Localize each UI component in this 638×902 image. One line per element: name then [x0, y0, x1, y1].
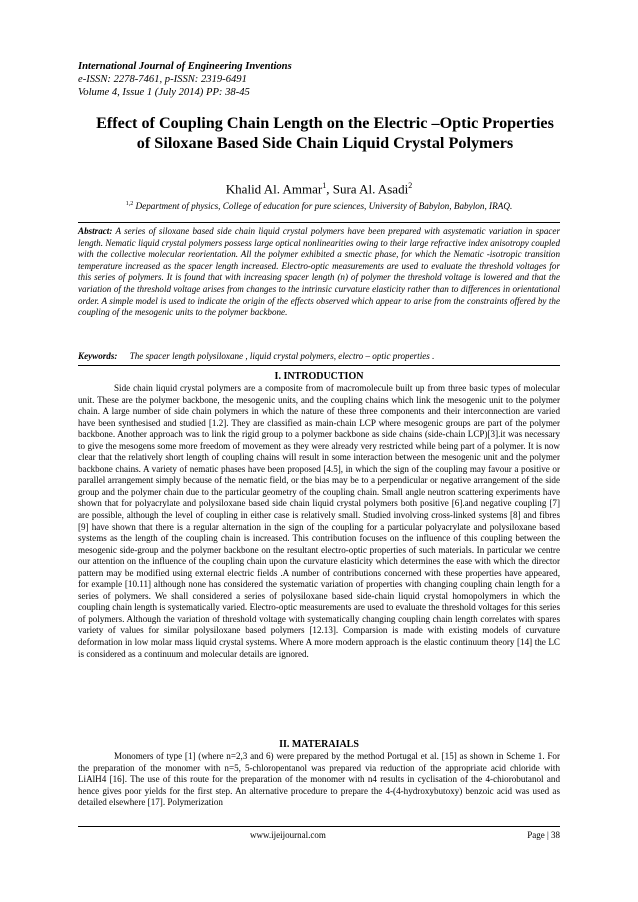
affiliation	[78, 201, 560, 211]
section-heading-materials: II. MATERAIALS	[279, 739, 359, 750]
journal-issn: e-ISSN: 2278-7461, p-ISSN: 2319-6491	[78, 74, 247, 85]
affiliation-marker: 1,2	[125, 201, 134, 207]
footer-url: www.ijeijournal.com	[250, 830, 326, 840]
materials-paragraph: Monomers of type [1] (where n=2,3 and 6) were prepared by the method Portugal et al. [15] as shown in Scheme 1. For the preparation of the monomer with n=5, 5-chloropentanol was prepared via reduction of the appropriate acid chloride with LiAlH4 [16]. The use of this route for the preparation of the monomer with n4 results in cyclisation of the 4-chiorobutanol and hence gives poor yields for the first step. An alternative procedure to prepare the 4-(4-hydroxybutoxy) benzoic acid was used as detailed elsewhere [17]. Polymerization	[78, 751, 560, 808]
keywords-label: Keywords:	[78, 351, 118, 361]
keywords	[78, 351, 560, 361]
section-heading-introduction: I. INTRODUCTION	[274, 371, 364, 382]
journal-header	[78, 60, 292, 99]
introduction-paragraph: Side chain liquid crystal polymers are a composite from of macromolecule built up from three basic types of molecular unit. These are the polymer backbone, the mesogenic units, and the coupling chains which link the mesogenic unit to the polymer chain. A large number of side chain polymers in which the nature of these three components and their interconnection are varied have been synthesised and studied [1.2]. They are classified as main-chain LCP where mesogenic groups are part of the polymer backbone. Another approach was to link the rigid group to a polymer backbone as side chains (side-chain LCP)[3].it was necessary to give the mesogens some more freedom of movement as they were already very restricted while being part of a polymer. It is now clear that the relatively short length of coupling chains will result in some interaction between the mesogenic unit and the polymer backbone chains. A variety of nematic phases have been proposed [4.5], in which the sign of the coupling may favour a positive or parallel arrangement simply because of the nematic field, or the bias may be to a perpendicular or negative arrangement of the side group and the polymer chain due to the particular geometry of the coupling chain. Small angle neutron scattering experiments have shown that for polyacrylate and polysiloxane based side chain liquid crystal polymers both positive [6].and negative coupling [7] are possible, although the level of coupling in either case is relatively small. Studied involving cross-linked systems [8] and fibres [9] have shown that there is a regular alternation in the sign of the coupling for a particular polyacrylate and polysiloxane based systems as the length of the coupling chain is increased. This contribution focuses on the influence of this coupling between the mesogenic side-group and the polymer backbone on the resultant electro-optic properties of such materials. In particular we centre our attention on the influence of the coupling chain upon the curvature elasticity which determines the ease with which the director pattern may be modified using external electric fields .A number of contributions concerned with these properties have appeared, for example [10.11] although none has considered the systematic variation of properties with changing coupling chain length for a series of polymers. We shall considered a series of polysiloxane based side-chain liquid crystal homopolymers in which the coupling chain length is systematically varied. Electro-optic measurements are used to evaluate the threshold voltages for this series of polymers. Although the variation of threshold voltage with systematically changing coupling chain length correlates with spares variety of values for similar polysiloxane based polymers [12.13]. Comparsion is made with existing models of curvature deformation in low molar mass liquid crystal systems. Where A more modern approach is the elastic continuum theory [14] the LC is considered as a continuum and molecular details are ignored.	[78, 383, 560, 659]
page-number: Page | 38	[527, 830, 560, 840]
author-name: Khalid Al. Ammar	[225, 181, 323, 197]
introduction-body	[78, 383, 560, 660]
paper-title: Effect of Coupling Chain Length on the Electric –Optic Properties of Siloxane Based Side Chain Liquid Crystal Polymers	[96, 114, 554, 152]
footer-rule	[78, 826, 560, 827]
abstract-bottom-rule	[78, 365, 560, 366]
abstract-label: Abstract:	[78, 226, 113, 236]
materials-body	[78, 751, 560, 809]
author-line	[78, 181, 560, 197]
abstract-text: A series of siloxane based side chain liquid crystal polymers have been prepared with asystematic variation in spacer length. Nematic liquid crystal polymers possess large optical nonlinearities owing to their large refractive index anisotropy coupled with the collective molecular reorientation. All the polymer exhibited a smectic phase, for which the Nematic -isotropic transition temperature increased as the spacer length increased. Electro-optic measurements are used to evaluate the threshold voltages for this series of polymers. It is found that with increasing spacer length (n) of polymer the threshold voltage is lowered and that the variation of the threshold voltage arises from changes to the intrinsic curvature elasticity rather than to differences in orientational order. A simple model is used to indicate the origin of the effects observed which appear to arise from the constraints offered by the coupling of the mesogenic units to the polymer backbone.	[78, 226, 561, 318]
author-name: Sura Al. Asadi	[332, 181, 409, 197]
affiliation-text: Department of physics, College of education for pure sciences, University of Babylon, Babylon, IRAQ.	[135, 201, 513, 212]
author-affiliation-marker: 1	[322, 181, 327, 190]
abstract-top-rule	[78, 222, 560, 223]
author-affiliation-marker: 2	[408, 181, 413, 190]
keywords-text: The spacer length polysiloxane , liquid crystal polymers, electro – optic properties .	[129, 351, 435, 361]
abstract	[78, 226, 560, 319]
author-separator: ,	[326, 181, 333, 197]
journal-name: International Journal of Engineering Inventions	[78, 61, 292, 72]
journal-volume: Volume 4, Issue 1 (July 2014) PP: 38-45	[78, 87, 250, 98]
